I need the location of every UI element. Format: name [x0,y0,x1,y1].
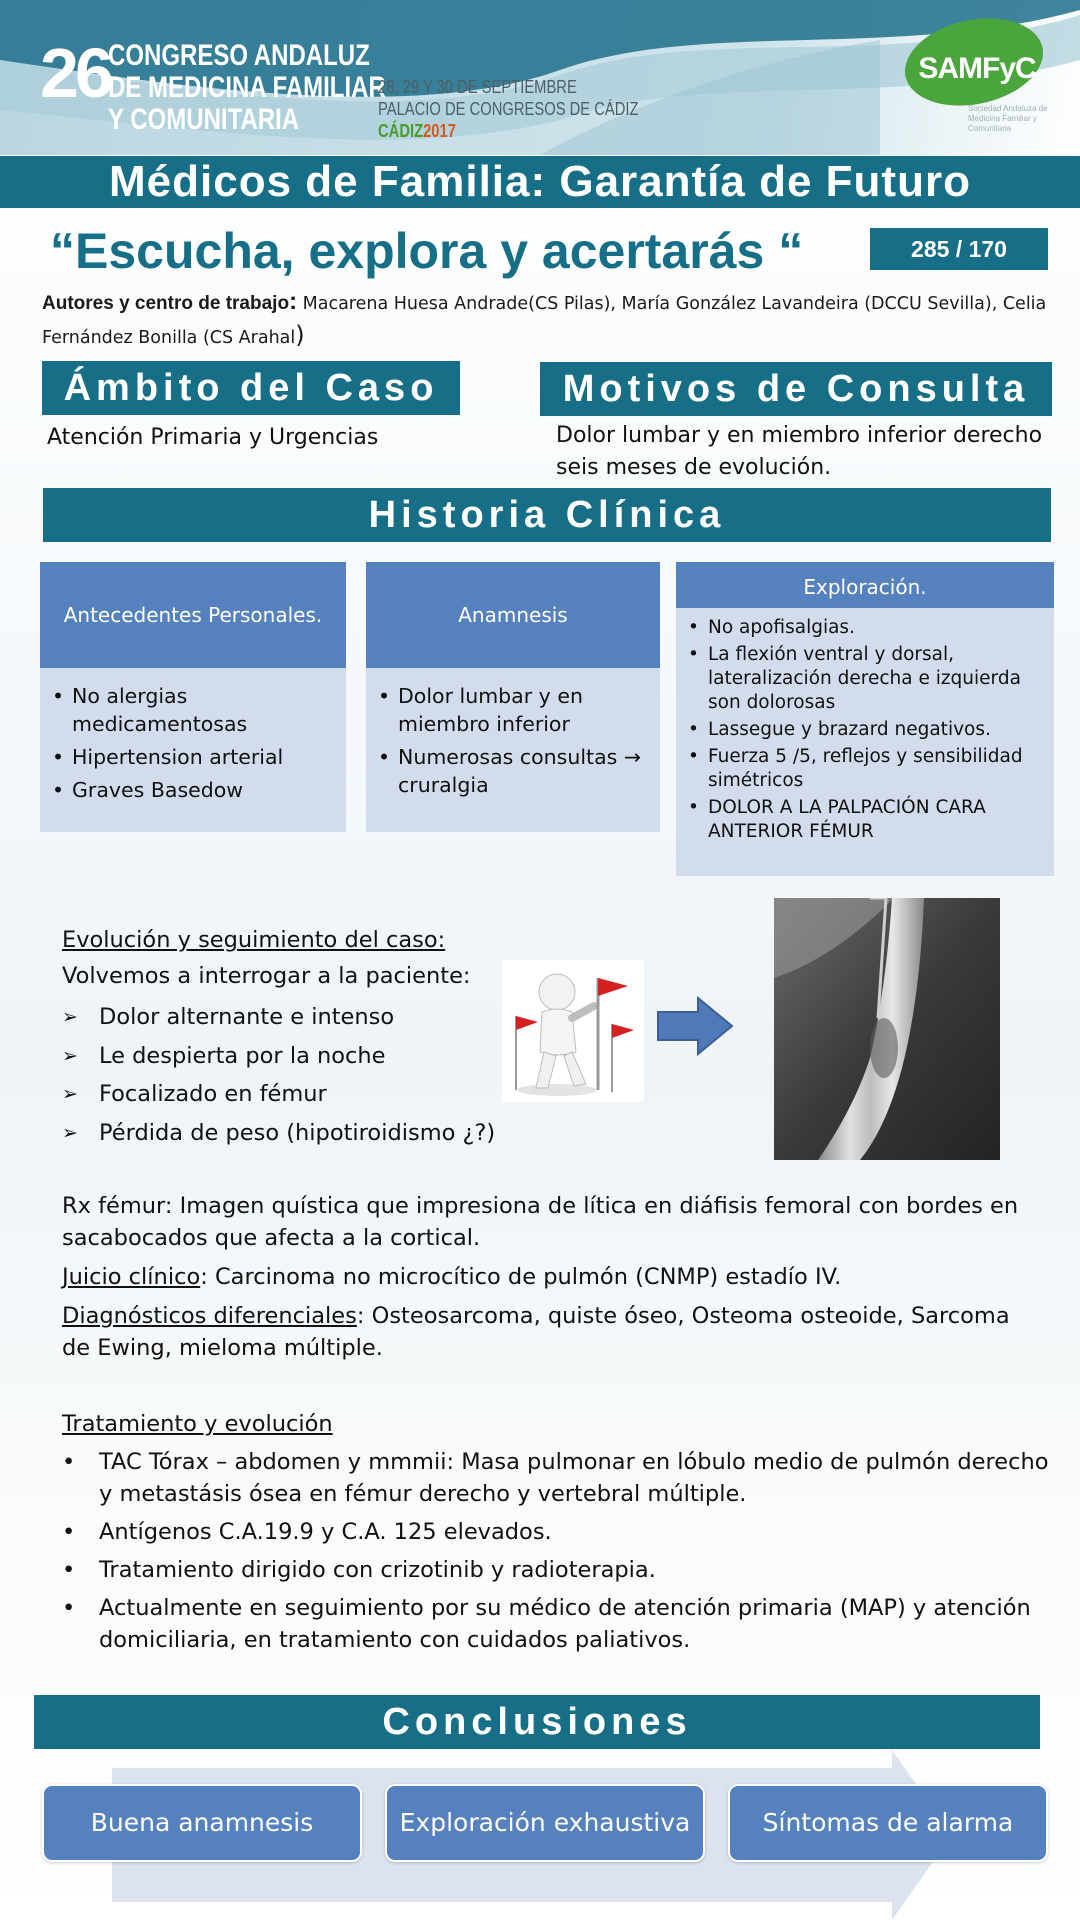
list-item: ➢ Le despierta por la noche [62,1037,522,1076]
list-item: • Fuerza 5 /5, reflejos y sensibilidad simétricos [688,745,1046,793]
congress-title-line: CONGRESO ANDALUZ [108,39,370,72]
juicio-clinico [62,1261,1042,1293]
poster-subtitle: “Escucha, explora y acertarás “ [50,223,804,279]
evolucion-intro: Volvemos a interrogar a la paciente: [62,963,471,989]
list-item: • Dolor lumbar y en miembro inferior [378,682,650,738]
dates-text: 28, 29 Y 30 DE SEPTIEMBRE [378,77,577,97]
list-item: ➢ Focalizado en fémur [62,1075,522,1114]
city-text: CÁDIZ [378,121,424,141]
xray-image [774,898,1000,1160]
logo-subtitle: Sociedad Andaluza de Medicina Familiar y Comunitaria [968,104,1048,133]
congress-dates [378,76,639,142]
year-text: 2017 [423,121,456,141]
venue-text: PALACIO DE CONGRESOS DE CÁDIZ [378,99,639,119]
rx-text: Rx fémur: Imagen quística que impresiona de lítica en diáfisis femoral con bordes en sacabocados que afecta a la cortical. [62,1193,1019,1251]
list-item: • No alergias medicamentosas [52,682,336,738]
authors: Autores y centro de trabajo: Macarena Huesa Andrade(CS Pilas), María González Lavandeira (DCCU Sevilla), Celia Fernández Bonilla (CS Arahal) [42,288,1047,349]
conclusion-box: Buena anamnesis [42,1784,362,1862]
list-item: ➢ Dolor alternante e intenso [62,998,522,1037]
motivos-heading: Motivos de Consulta [540,362,1052,416]
conclusiones-heading: Conclusiones [34,1695,1040,1749]
logo-text: SAMFyC [918,52,1036,85]
list-item: ➢ Pérdida de peso (hipotiroidismo ¿?) [62,1114,522,1153]
evolucion-section [62,922,522,1152]
list-item: • Numerosas consultas → cruralgia [378,743,650,799]
list-item: • Lassegue y brazard negativos. [688,718,1046,742]
anamnesis-card [366,562,660,832]
authors-text: Macarena Huesa Andrade(CS Pilas), María González Lavandeira (DCCU Sevilla), Celia Fernández Bonilla (CS Arahal [42,294,1047,348]
card-title: Exploración. [676,562,1054,608]
list-item: • Actualmente en seguimiento por su médico de atención primaria (MAP) y atención domiciliaria, en tratamiento con cuidados paliativos. [62,1592,1052,1656]
motivos-text: Dolor lumbar y en miembro inferior derecho seis meses de evolución. [556,423,1043,480]
card-list [676,608,1054,844]
right-arrow-icon [656,996,736,1056]
card-list [40,668,346,804]
ambito-heading: Ámbito del Caso [42,361,460,415]
historia-heading: Historia Clínica [43,488,1051,542]
tratamiento-list [62,1446,1052,1662]
congress-number: 26 [40,34,110,112]
diagnostico-section [62,1190,1042,1371]
list-item: • Graves Basedow [52,776,336,804]
card-title: Antecedentes Personales. [40,562,346,668]
list-item: • Hipertension arterial [52,743,336,771]
conclusion-box: Síntomas de alarma [728,1784,1048,1862]
evolucion-list [62,998,522,1152]
card-title: Anamnesis [366,562,660,668]
congress-title-line: Y COMUNITARIA [108,103,300,136]
juicio-label: Juicio clínico [62,1264,201,1290]
flag-figure-icon [502,960,644,1102]
antecedentes-card [40,562,346,832]
tratamiento-title: Tratamiento y evolución [62,1411,333,1437]
exploracion-card [676,562,1054,876]
list-item: • TAC Tórax – abdomen y mmmii: Masa pulmonar en lóbulo medio de pulmón derecho y metastásis ósea en fémur derecho y vertebral múltiple. [62,1446,1052,1510]
ambito-text: Atención Primaria y Urgencias [47,425,379,450]
juicio-text: : Carcinoma no microcítico de pulmón (CNMP) estadío IV. [200,1264,842,1290]
conclusion-box: Exploración exhaustiva [385,1784,705,1862]
dif-label: Diagnósticos diferenciales [62,1303,357,1329]
city-year [378,120,639,142]
diagnosticos-diferenciales [62,1300,1042,1364]
list-item: • Tratamiento dirigido con crizotinib y radioterapia. [62,1554,1052,1586]
list-item: • Antígenos C.A.19.9 y C.A. 125 elevados. [62,1516,1052,1548]
list-item: • La flexión ventral y dorsal, lateralización derecha e izquierda son dolorosas [688,643,1046,715]
congress-banner [0,0,1080,155]
code-badge: 285 / 170 [870,228,1048,270]
list-item: • No apofisalgias. [688,616,1046,640]
evolucion-title: Evolución y seguimiento del caso: [62,927,446,953]
card-list [366,668,660,799]
authors-label: Autores y centro de trabajo [42,293,290,314]
list-item: • DOLOR A LA PALPACIÓN CARA ANTERIOR FÉMUR [688,796,1046,844]
main-title: Médicos de Familia: Garantía de Futuro [0,156,1080,208]
dif-text: : Osteosarcoma, quiste óseo, Osteoma osteoide, Sarcoma de Ewing, mieloma múltiple. [62,1303,1010,1361]
congress-title [108,40,386,136]
congress-title-line: DE MEDICINA FAMILIAR [108,71,386,104]
